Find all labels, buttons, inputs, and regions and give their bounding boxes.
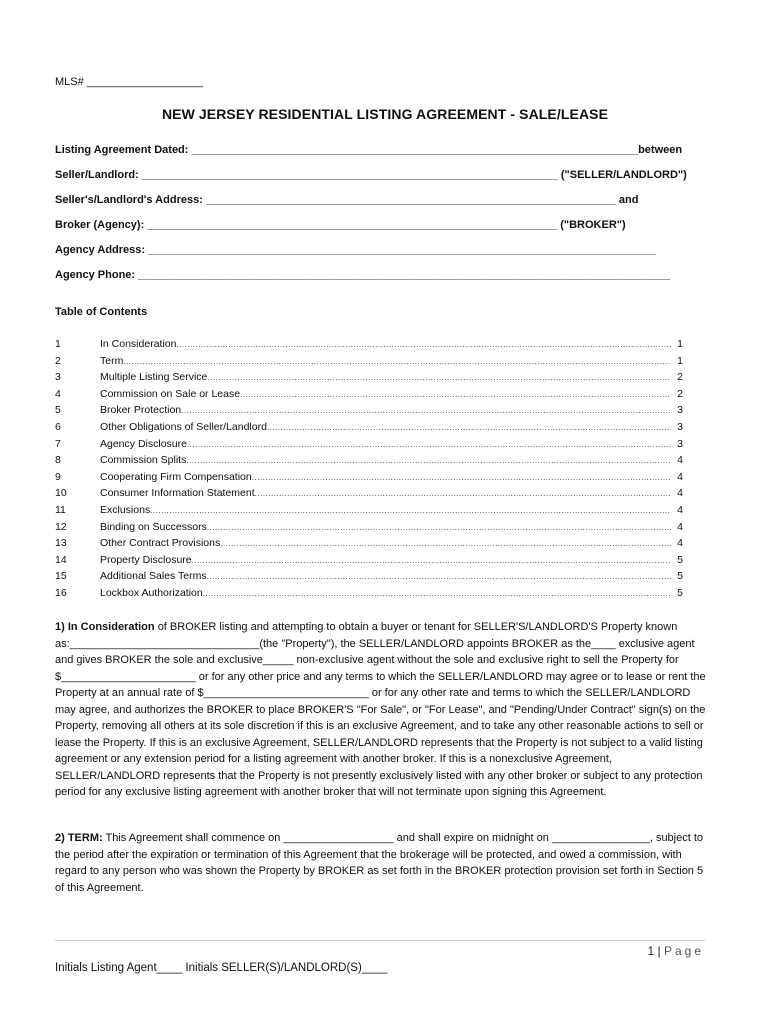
- toc-entry: [55, 570, 683, 587]
- toc-entry-page: 4: [677, 487, 683, 500]
- toc-leader: [240, 388, 671, 400]
- toc-leader: [207, 570, 671, 582]
- document-title: NEW JERSEY RESIDENTIAL LISTING AGREEMENT - SALE/LEASE: [161, 106, 609, 122]
- toc-entry-number: 6: [55, 420, 61, 433]
- toc-entry-number: 13: [55, 537, 67, 550]
- toc-entry-page: 1: [677, 338, 683, 350]
- toc-leader: [220, 537, 671, 549]
- toc-entry-number: 3: [55, 371, 61, 384]
- toc-entry-page: 4: [677, 470, 683, 483]
- toc-leader: [150, 504, 671, 516]
- toc-entry-label: Commission on Sale or Lease: [100, 387, 241, 400]
- toc-entry-page: 5: [677, 570, 683, 583]
- mls-number-field: MLS# ___________________: [55, 76, 204, 88]
- broker-field: Broker (Agency): ___________________________________________________________________ ("BROKER"): [55, 219, 626, 231]
- toc-entry-number: 15: [55, 570, 67, 583]
- toc-entry-label: Multiple Listing Service: [100, 371, 208, 384]
- toc-entry: [55, 388, 683, 405]
- initials-line: Initials Listing Agent____ Initials SELLER(S)/LANDLORD(S)____: [55, 962, 388, 974]
- toc-entry-page: 4: [677, 454, 683, 467]
- section-1-body: of BROKER listing and attempting to obtain a buyer or tenant for SELLER'S/LANDLORD'S Property known as:_______________________________(the "Property"), the SELLER/LANDLORD appoints BROKER as the____ exclusive agent and gives BROKER the sole and exclusive_____ non-exclusive agent without the sole and exclusive right to sell the Property for $______________________ or for any other price and any terms to which the SELLER/LANDLORD may agree or to lease or rent the Property at an annual rate of $___________________________ or for any other rate and terms to which the SELLER/LANDLORD may agree, and authorizes the BROKER to place BROKER'S "For Sale", or "For Lease", and "Pending/Under Contract" sign(s) on the Property, removing all others at its sole discretion if this is an exclusive Agreement, and to take any other reasonable actions to sell or lease the Property. If this is an exclusive Agreement, SELLER/LANDLORD represents that the Property is not subject to a valid listing agreement or any extension period for a listing agreement with another broker. If this is a nonexclusive Agreement, SELLER/LANDLORD represents that the Property is not presently exclusively listed with any other broker or subject to any protection period for any exclusive listing agreement with another broker that will not terminate upon signing this Agreement.: [55, 621, 706, 798]
- seller-address-field: Seller's/Landlord's Address: ___________________________________________________________________ and: [55, 194, 639, 206]
- toc-leader: [123, 355, 671, 367]
- toc-leader: [267, 421, 671, 433]
- toc-entry-page: 4: [677, 537, 683, 550]
- toc-entry-number: 7: [55, 437, 61, 450]
- toc-entry-page: 5: [677, 553, 683, 566]
- toc-entry-number: 10: [55, 487, 67, 500]
- section-1-paragraph: [55, 619, 711, 801]
- toc-entry-number: 9: [55, 470, 61, 483]
- section-2-heading: 2) TERM:: [55, 832, 103, 844]
- toc-entry-label: Property Disclosure: [100, 553, 192, 566]
- toc-entry-label: Cooperating Firm Compensation: [100, 470, 252, 483]
- toc-leader: [203, 587, 671, 599]
- toc-entry: [55, 338, 683, 355]
- toc-entry-page: 5: [677, 586, 683, 599]
- toc-leader: [186, 454, 671, 466]
- toc-entry-number: 2: [55, 354, 61, 367]
- toc-entry: [55, 355, 683, 372]
- toc-entry-page: 2: [677, 387, 683, 400]
- toc-entry: [55, 454, 683, 471]
- toc-entry-page: 4: [677, 503, 683, 516]
- toc-entry-page: 1: [677, 354, 683, 367]
- toc-entry-label: In Consideration: [100, 338, 177, 350]
- section-2-body: This Agreement shall commence on __________________ and shall expire on midnight on ________________, subject to the period after the expiration or termination of this Agreement that the brokerage will be protected, and owed a commission, with regard to any person who was shown the Property by BROKER as set forth in the BROKER protection provision set forth in Section 5 of this Agreement.: [55, 832, 704, 894]
- toc-entry-label: Binding on Successors: [100, 520, 207, 533]
- toc-entry: [55, 554, 683, 571]
- toc-entry-label: Lockbox Authorization: [100, 586, 203, 599]
- toc-entry-label: Broker Protection: [100, 404, 182, 417]
- toc-entry-label: Agency Disclosure: [100, 437, 187, 450]
- toc-entry: [55, 537, 683, 554]
- toc-leader: [181, 404, 671, 416]
- toc-entry-page: 3: [677, 437, 683, 450]
- toc-entry-label: Exclusions: [100, 503, 151, 516]
- toc-entry: [55, 587, 683, 604]
- toc-leader: [176, 338, 671, 350]
- toc-entry-page: 4: [677, 520, 683, 533]
- toc-entry-number: 5: [55, 404, 61, 417]
- toc-entry: [55, 504, 683, 521]
- toc-entry-label: Term: [100, 354, 124, 367]
- toc-entry-label: Consumer Information Statement: [100, 487, 255, 500]
- toc-entry-page: 2: [677, 371, 683, 384]
- toc-entry-page: 3: [677, 404, 683, 417]
- toc-leader: [255, 487, 671, 499]
- toc-entry-number: 12: [55, 520, 67, 533]
- toc-entry-number: 8: [55, 454, 61, 467]
- page-number-value: 1: [647, 944, 655, 958]
- toc-leader: [207, 371, 671, 383]
- toc-entry-number: 1: [55, 338, 61, 350]
- toc-entry: [55, 404, 683, 421]
- toc-entry-label: Commission Splits: [100, 454, 187, 467]
- toc-entry-label: Other Contract Provisions: [100, 537, 221, 550]
- toc-entry-number: 14: [55, 553, 67, 566]
- toc-leader: [252, 471, 671, 483]
- toc-entry: [55, 371, 683, 388]
- listing-date-field: Listing Agreement Dated: _________________________________________________________________________between: [55, 144, 683, 156]
- toc-entry: [55, 487, 683, 504]
- table-of-contents: [55, 338, 683, 604]
- toc-entry: [55, 421, 683, 438]
- page-number: 1 | Page: [647, 944, 704, 958]
- toc-entry-number: 4: [55, 387, 61, 400]
- toc-leader: [207, 521, 671, 533]
- agency-address-field: Agency Address: ___________________________________________________________________________________: [55, 244, 656, 256]
- toc-entry-page: 3: [677, 420, 683, 433]
- toc-entry-label: Other Obligations of Seller/Landlord: [100, 420, 267, 433]
- seller-field: Seller/Landlord: ____________________________________________________________________ ("SELLER/LANDLORD"): [55, 169, 687, 181]
- section-1-heading: 1) In Consideration: [55, 621, 155, 633]
- toc-entry: [55, 438, 683, 455]
- footer-divider: [55, 940, 705, 941]
- toc-leader: [187, 438, 671, 450]
- page-word: Page: [663, 944, 704, 958]
- toc-entry-number: 16: [55, 586, 67, 599]
- toc-entry-label: Additional Sales Terms: [100, 570, 207, 583]
- toc-heading: Table of Contents: [55, 306, 148, 318]
- toc-entry: [55, 471, 683, 488]
- section-2-paragraph: [55, 830, 711, 896]
- toc-leader: [192, 554, 671, 566]
- agency-phone-field: Agency Phone: _______________________________________________________________________________________: [55, 269, 671, 281]
- toc-entry: [55, 521, 683, 538]
- toc-entry-number: 11: [55, 503, 66, 516]
